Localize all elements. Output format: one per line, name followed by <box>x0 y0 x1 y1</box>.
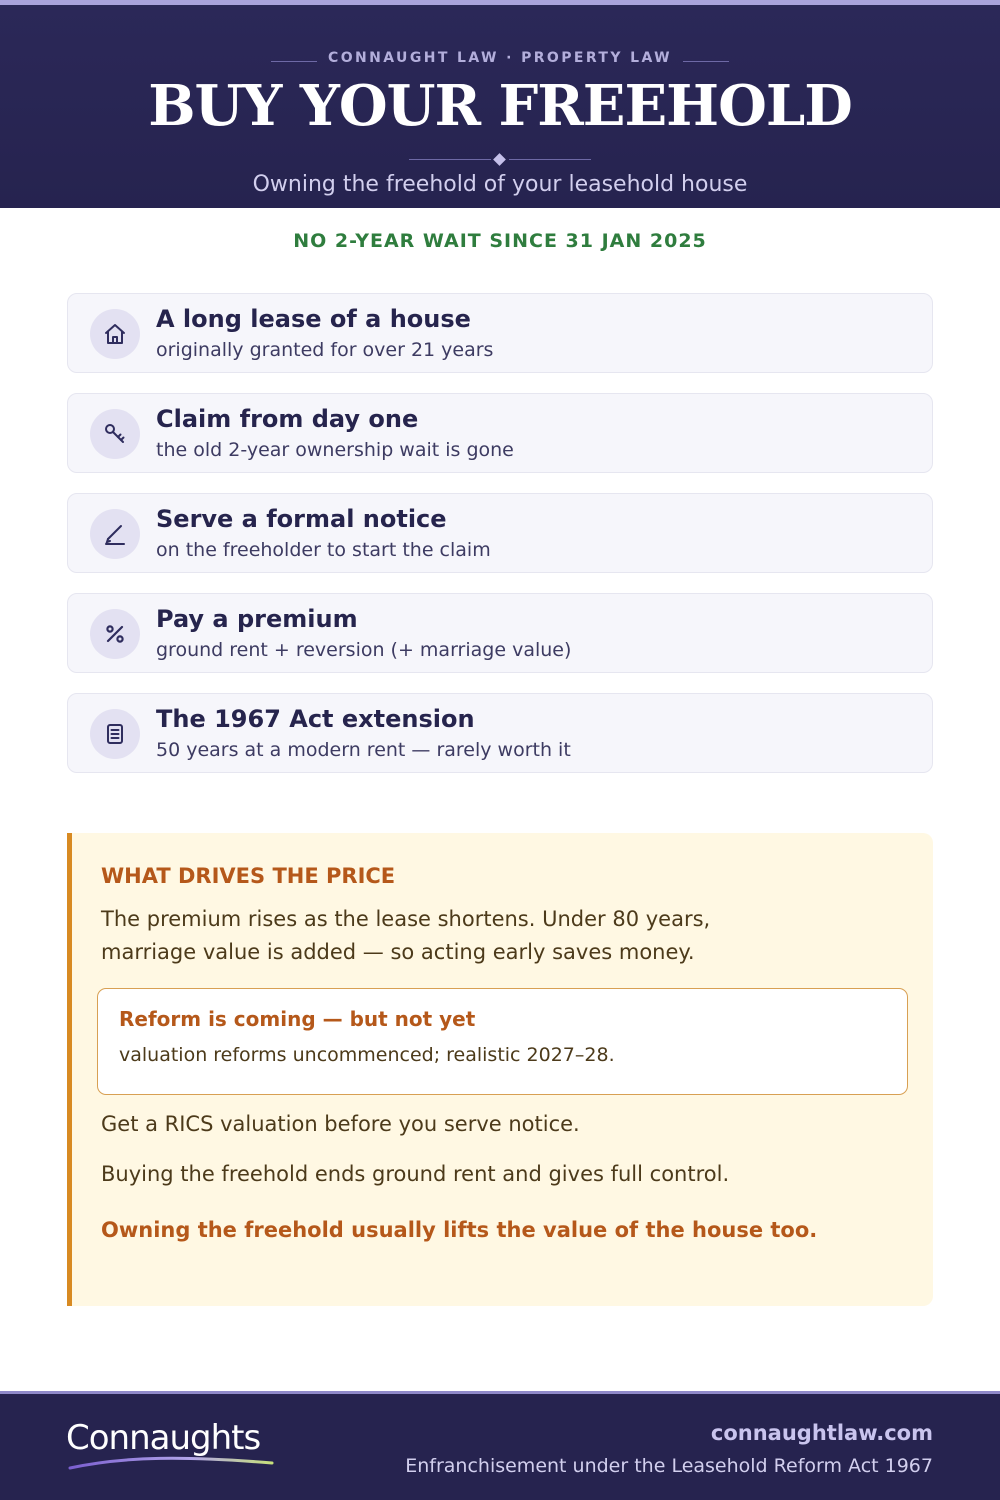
price-note-ground-rent: Buying the freehold ends ground rent and gives full control. <box>101 1162 730 1186</box>
pen-icon <box>90 509 140 559</box>
reform-callout <box>97 988 908 1095</box>
footer-url[interactable]: connaughtlaw.com <box>710 1421 933 1445</box>
key-icon <box>90 409 140 459</box>
card-subtitle: on the freeholder to start the claim <box>156 539 491 561</box>
reform-callout-body: valuation reforms uncommenced; realistic 2027–28. <box>119 1044 615 1066</box>
tagline: NO 2-YEAR WAIT SINCE 31 JAN 2025 <box>293 230 707 252</box>
kicker-row <box>0 50 1000 72</box>
card-subtitle: the old 2-year ownership wait is gone <box>156 439 514 461</box>
price-panel-body: The premium rises as the lease shortens. Under 80 years, marriage value is added — so acting early saves money. <box>101 907 711 964</box>
info-card-long-lease <box>67 293 933 373</box>
kicker-text: CONNAUGHT LAW · PROPERTY LAW <box>328 50 672 66</box>
card-title: A long lease of a house <box>156 305 471 333</box>
info-card-1967-act <box>67 693 933 773</box>
info-card-premium <box>67 593 933 673</box>
price-panel-title: WHAT DRIVES THE PRICE <box>101 864 396 888</box>
info-card-claim-day-one <box>67 393 933 473</box>
connaughts-logo <box>66 1418 286 1478</box>
title-divider <box>0 153 1000 167</box>
card-title: Serve a formal notice <box>156 505 447 533</box>
footer <box>0 1391 1000 1500</box>
divider-line-right <box>509 159 591 160</box>
page-subtitle: Owning the freehold of your leasehold house <box>252 172 748 197</box>
reform-callout-title: Reform is coming — but not yet <box>119 1007 476 1031</box>
card-subtitle: ground rent + reversion (+ marriage value) <box>156 639 572 661</box>
header-banner <box>0 0 1000 208</box>
card-subtitle: originally granted for over 21 years <box>156 339 494 361</box>
info-card-formal-notice <box>67 493 933 573</box>
card-title: Pay a premium <box>156 605 358 633</box>
price-note-house-value: Owning the freehold usually lifts the value of the house too. <box>101 1218 818 1242</box>
diamond-icon <box>493 153 506 166</box>
price-note-valuation: Get a RICS valuation before you serve notice. <box>101 1112 580 1136</box>
logo-swoosh-icon <box>66 1454 276 1472</box>
card-title: The 1967 Act extension <box>156 705 475 733</box>
card-subtitle: 50 years at a modern rent — rarely worth it <box>156 739 571 761</box>
divider-line-left <box>409 159 491 160</box>
page-title: BUY YOUR FREEHOLD <box>148 73 852 139</box>
card-title: Claim from day one <box>156 405 419 433</box>
kicker-rule-right <box>683 61 729 62</box>
logo-wordmark: Connaughts <box>66 1418 261 1458</box>
document-icon <box>90 709 140 759</box>
price-panel <box>67 833 933 1306</box>
percent-icon <box>90 609 140 659</box>
footer-subtitle: Enfranchisement under the Leasehold Reform Act 1967 <box>405 1455 933 1477</box>
house-icon <box>90 309 140 359</box>
